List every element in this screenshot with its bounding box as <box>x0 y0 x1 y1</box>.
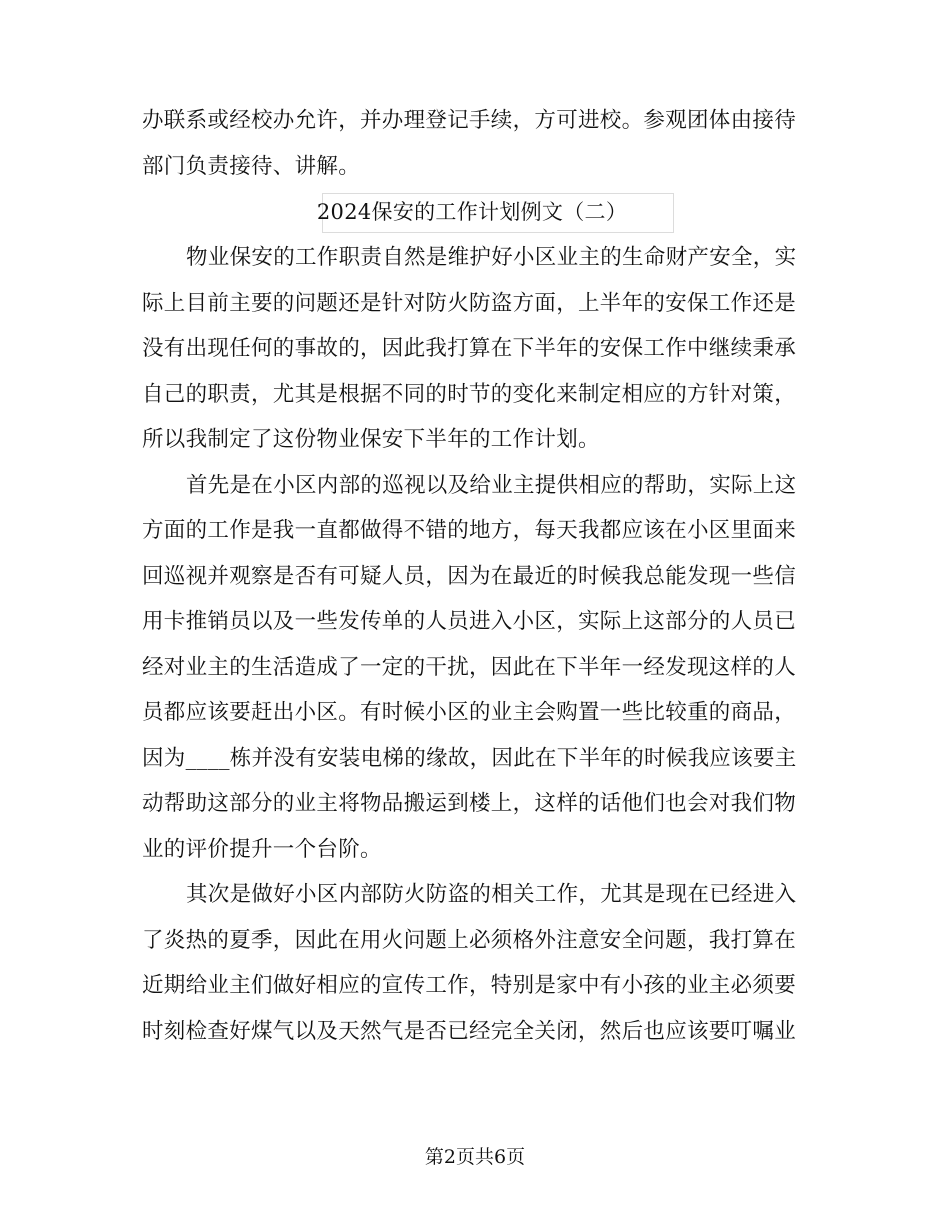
section-heading-wrap <box>142 189 802 235</box>
text-line: 际上目前主要的问题还是针对防火防盗方面，上半年的安保工作还是 <box>142 290 797 316</box>
text-line: 办联系或经校办允许，并办理登记手续，方可进校。参观团体由接待 <box>142 108 797 133</box>
text-line: 回巡视并观察是否有可疑人员，因为在最近的时候我总能发现一些信 <box>142 563 797 589</box>
text-line: 首先是在小区内部的巡视以及给业主提供相应的帮助，实际上这 <box>186 472 797 498</box>
text-line: 员都应该要赶出小区。有时候小区的业主会购置一些比较重的商品， <box>142 700 797 725</box>
intro-paragraph <box>142 98 802 189</box>
text-line: 其次是做好小区内部防火防盗的相关工作，尤其是现在已经进入 <box>186 882 797 907</box>
page-footer <box>0 1142 950 1172</box>
text-line: 时刻检查好煤气以及天然气是否已经完全关闭，然后也应该要叮嘱业 <box>142 1018 797 1044</box>
text-line: 动帮助这部分的业主将物品搬运到楼上，这样的话他们也会对我们物 <box>142 791 797 816</box>
text-line: 用卡推销员以及一些发传单的人员进入小区，实际上这部分的人员已 <box>142 609 797 634</box>
section-heading: 2024保安的工作计划例文（二） <box>316 200 628 224</box>
text-line: 了炎热的夏季，因此在用火问题上必须格外注意安全问题，我打算在 <box>142 927 797 953</box>
text-line: 经对业主的生活造成了一定的干扰，因此在下半年一经发现这样的人 <box>142 654 797 680</box>
text-line: 物业保安的工作职责自然是维护好小区业主的生命财产安全，实 <box>186 245 797 270</box>
text-line: 业的评价提升一个台阶。 <box>142 836 382 862</box>
text-line: 近期给业主们做好相应的宣传工作，特别是家中有小孩的业主必须要 <box>142 973 797 998</box>
page-number: 第2页共6页 <box>424 1146 526 1168</box>
paragraph-1 <box>142 235 802 463</box>
text-line: 没有出现任何的事故的，因此我打算在下半年的安保工作中继续秉承 <box>142 336 797 361</box>
paragraph-2 <box>142 463 802 873</box>
text-line: 方面的工作是我一直都做得不错的地方，每天我都应该在小区里面来 <box>142 518 797 543</box>
text-line: 自己的职责，尤其是根据不同的时节的变化来制定相应的方针对策， <box>142 381 797 407</box>
text-line: 所以我制定了这份物业保安下半年的工作计划。 <box>142 427 600 452</box>
document-body <box>142 98 802 1054</box>
paragraph-3 <box>142 872 802 1054</box>
text-line: 部门负责接待、讲解。 <box>142 153 361 179</box>
text-line: 因为____栋并没有安装电梯的缘故，因此在下半年的时候我应该要主 <box>142 745 797 771</box>
